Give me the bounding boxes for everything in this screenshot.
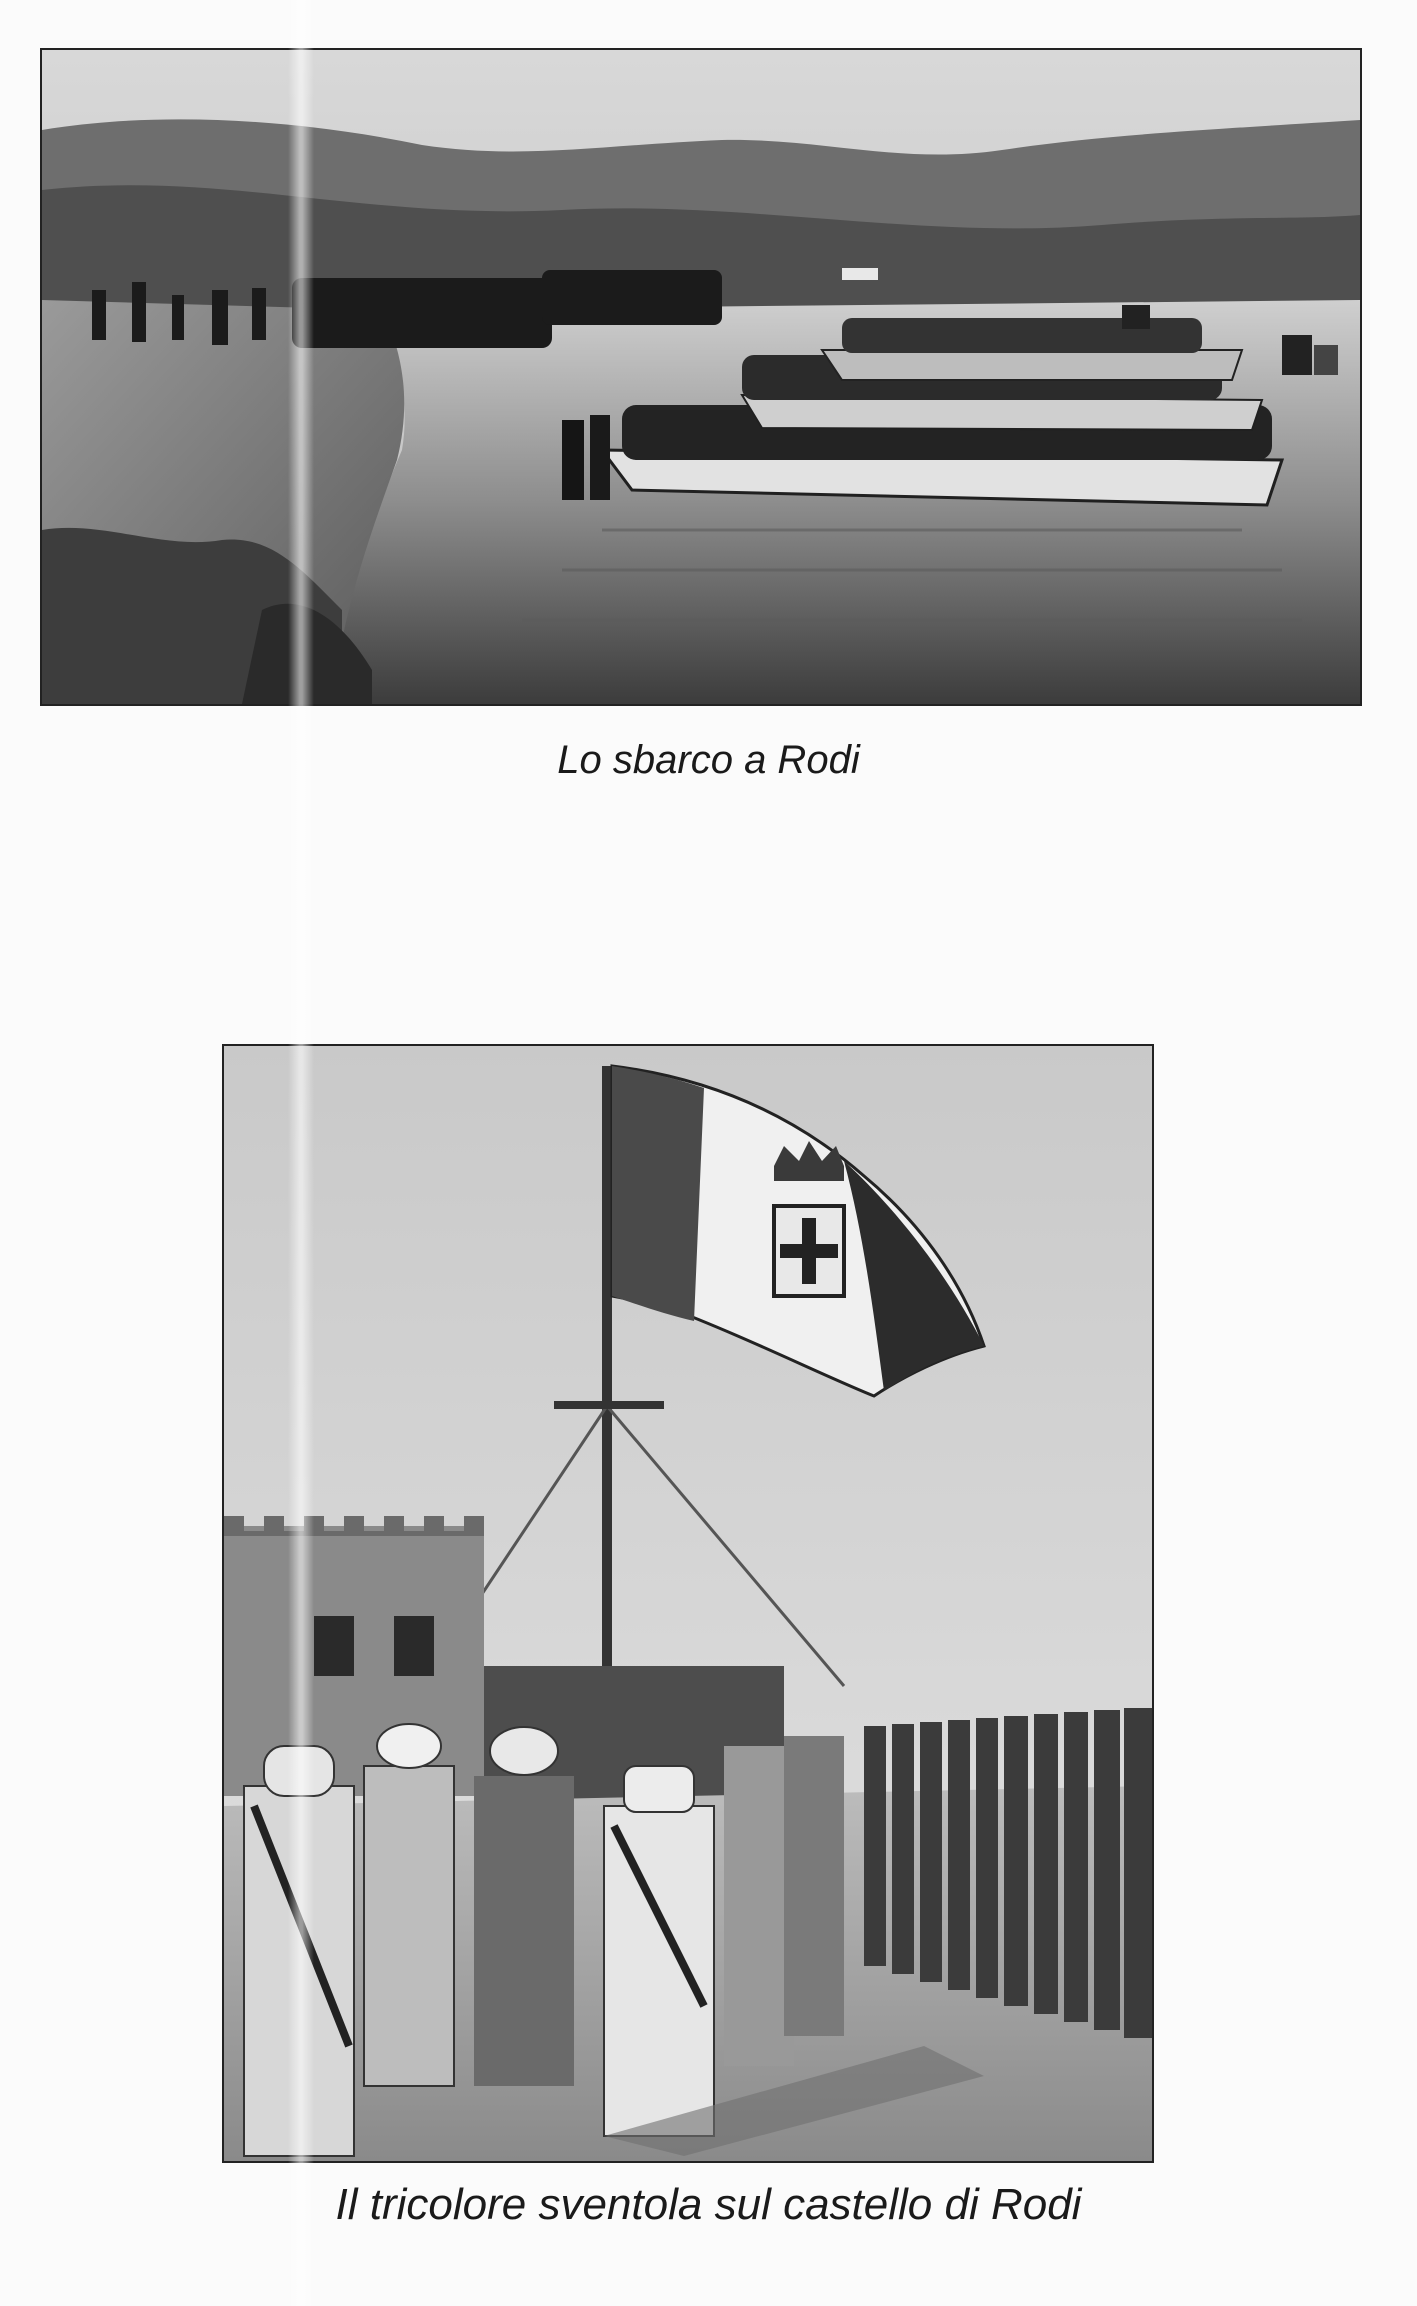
landing-photo (40, 48, 1362, 706)
flag-raising-photo-image (224, 1046, 1152, 2161)
flag-raising-photo (222, 1044, 1154, 2163)
landing-photo-image (42, 50, 1360, 704)
landing-caption: Lo sbarco a Rodi (557, 738, 860, 782)
flag-raising-caption: Il tricolore sventola sul castello di Rodi (335, 2180, 1082, 2229)
